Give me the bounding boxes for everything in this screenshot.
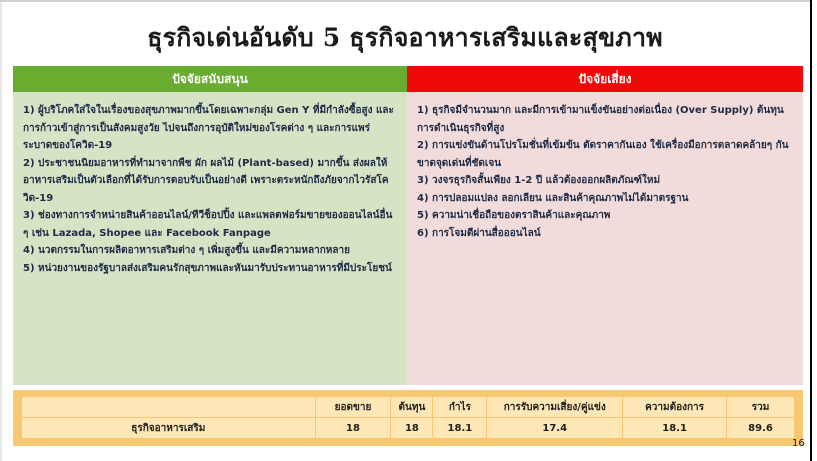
score-header-row xyxy=(22,397,795,418)
score-header-total: รวม xyxy=(727,397,795,418)
score-sales: 18 xyxy=(315,418,391,439)
risk-factors-panel xyxy=(407,66,803,385)
support-factor-item: 5) หน่วยงานของรัฐบาลส่งเสริมคนรักสุขภาพและหันมารับประทานอาหารที่มีประโยชน์ xyxy=(23,262,392,274)
slide-top-border xyxy=(0,0,810,2)
score-profit: 18.1 xyxy=(433,418,487,439)
score-table xyxy=(21,396,795,439)
support-factor-item: 1) ผู้บริโภคใส่ใจในเรื่องของสุขภาพมากขึ้นโดยเฉพาะกลุ่ม Gen Y ที่มีกำลังซื้อสูง และการก้าวเข้าสู่การเป็นสังคมสูงวัย ไปจนถึงการอุบัติใหม่ของโรคต่าง ๆ และการแพร่ระบาดของโควิด-19 xyxy=(23,105,394,151)
risk-factor-item: 6) การโจมตีผ่านสื่อออนไลน์ xyxy=(417,227,541,239)
support-factor-item: 2) ประชาชนนิยมอาหารที่ทำมาจากพืช ผัก ผลไม้ (Plant-based) มากขึ้น ส่งผลให้อาหารเสริมเป็นตัวเลือกที่ได้รับการตอบรับเป็นอย่างดี เพราะตระหนักถึงภัยจากไวรัสโควิด-19 xyxy=(23,157,389,204)
score-data-row xyxy=(22,418,795,439)
risk-factor-item: 1) ธุรกิจมีจำนวนมาก และมีการเข้ามาแข็งขันอย่างต่อเนื่อง (Over Supply) ต้นทุนการดำเนินธุรกิจที่สูง xyxy=(417,105,784,134)
score-header-cost: ต้นทุน xyxy=(391,397,433,418)
risk-factor-item: 2) การแข่งขันด้านโปรโมชั่นที่เข้มข้น ตัดราคากันเอง ใช้เครื่องมือการตลาดคล้ายๆ กัน ขาดจุดเด่นที่ชัดเจน xyxy=(417,140,789,169)
slide-right-border xyxy=(810,0,812,461)
support-factors-header: ปัจจัยสนับสนุน xyxy=(13,66,407,92)
score-header-profit: กำไร xyxy=(433,397,487,418)
score-table-container xyxy=(13,390,803,446)
page-number: 16 xyxy=(792,438,805,449)
score-header-sales: ยอดขาย xyxy=(315,397,391,418)
risk-factor-item: 5) ความน่าเชื่อถือของตราสินค้าและคุณภาพ xyxy=(417,210,611,221)
support-factors-panel xyxy=(13,66,407,385)
score-risk: 17.4 xyxy=(487,418,623,439)
risk-factor-item: 3) วงจรธุรกิจสั้นเพียง 1-2 ปี แล้วต้องออกผลิตภัณฑ์ใหม่ xyxy=(417,175,661,186)
score-header-risk: การรับความเสี่ยง/คู่แข่ง xyxy=(487,397,623,418)
risk-factors-list xyxy=(407,92,803,242)
score-total: 89.6 xyxy=(727,418,795,439)
risk-factors-header: ปัจจัยเสี่ยง xyxy=(407,66,803,92)
score-header-blank xyxy=(22,397,316,418)
support-factor-item: 3) ช่องทางการจำหน่ายสินค้าออนไลน์/ทีวีช็อปปิ้ง และแพลตฟอร์มขายของออนไลน์อื่น ๆ เช่น Lazada, Shopee และ Facebook Fanpage xyxy=(23,210,393,239)
score-business-name: ธุรกิจอาหารเสริม xyxy=(22,418,316,439)
support-factor-item: 4) นวตกรรมในการผลิตอาหารเสริมต่าง ๆ เพิ่มสูงขึ้น และมีความหลากหลาย xyxy=(23,245,350,256)
slide-left-edge xyxy=(0,0,2,461)
slide-title: ธุรกิจเด่นอันดับ 5 ธุรกิจอาหารเสริมและสุขภาพ xyxy=(147,23,663,52)
risk-factor-item: 4) การปลอมแปลง ลอกเลียน และสินค้าคุณภาพไม่ได้มาตรฐาน xyxy=(417,192,689,204)
score-demand: 18.1 xyxy=(623,418,727,439)
support-factors-list xyxy=(13,92,407,277)
score-header-demand: ความต้องการ xyxy=(623,397,727,418)
score-cost: 18 xyxy=(391,418,433,439)
